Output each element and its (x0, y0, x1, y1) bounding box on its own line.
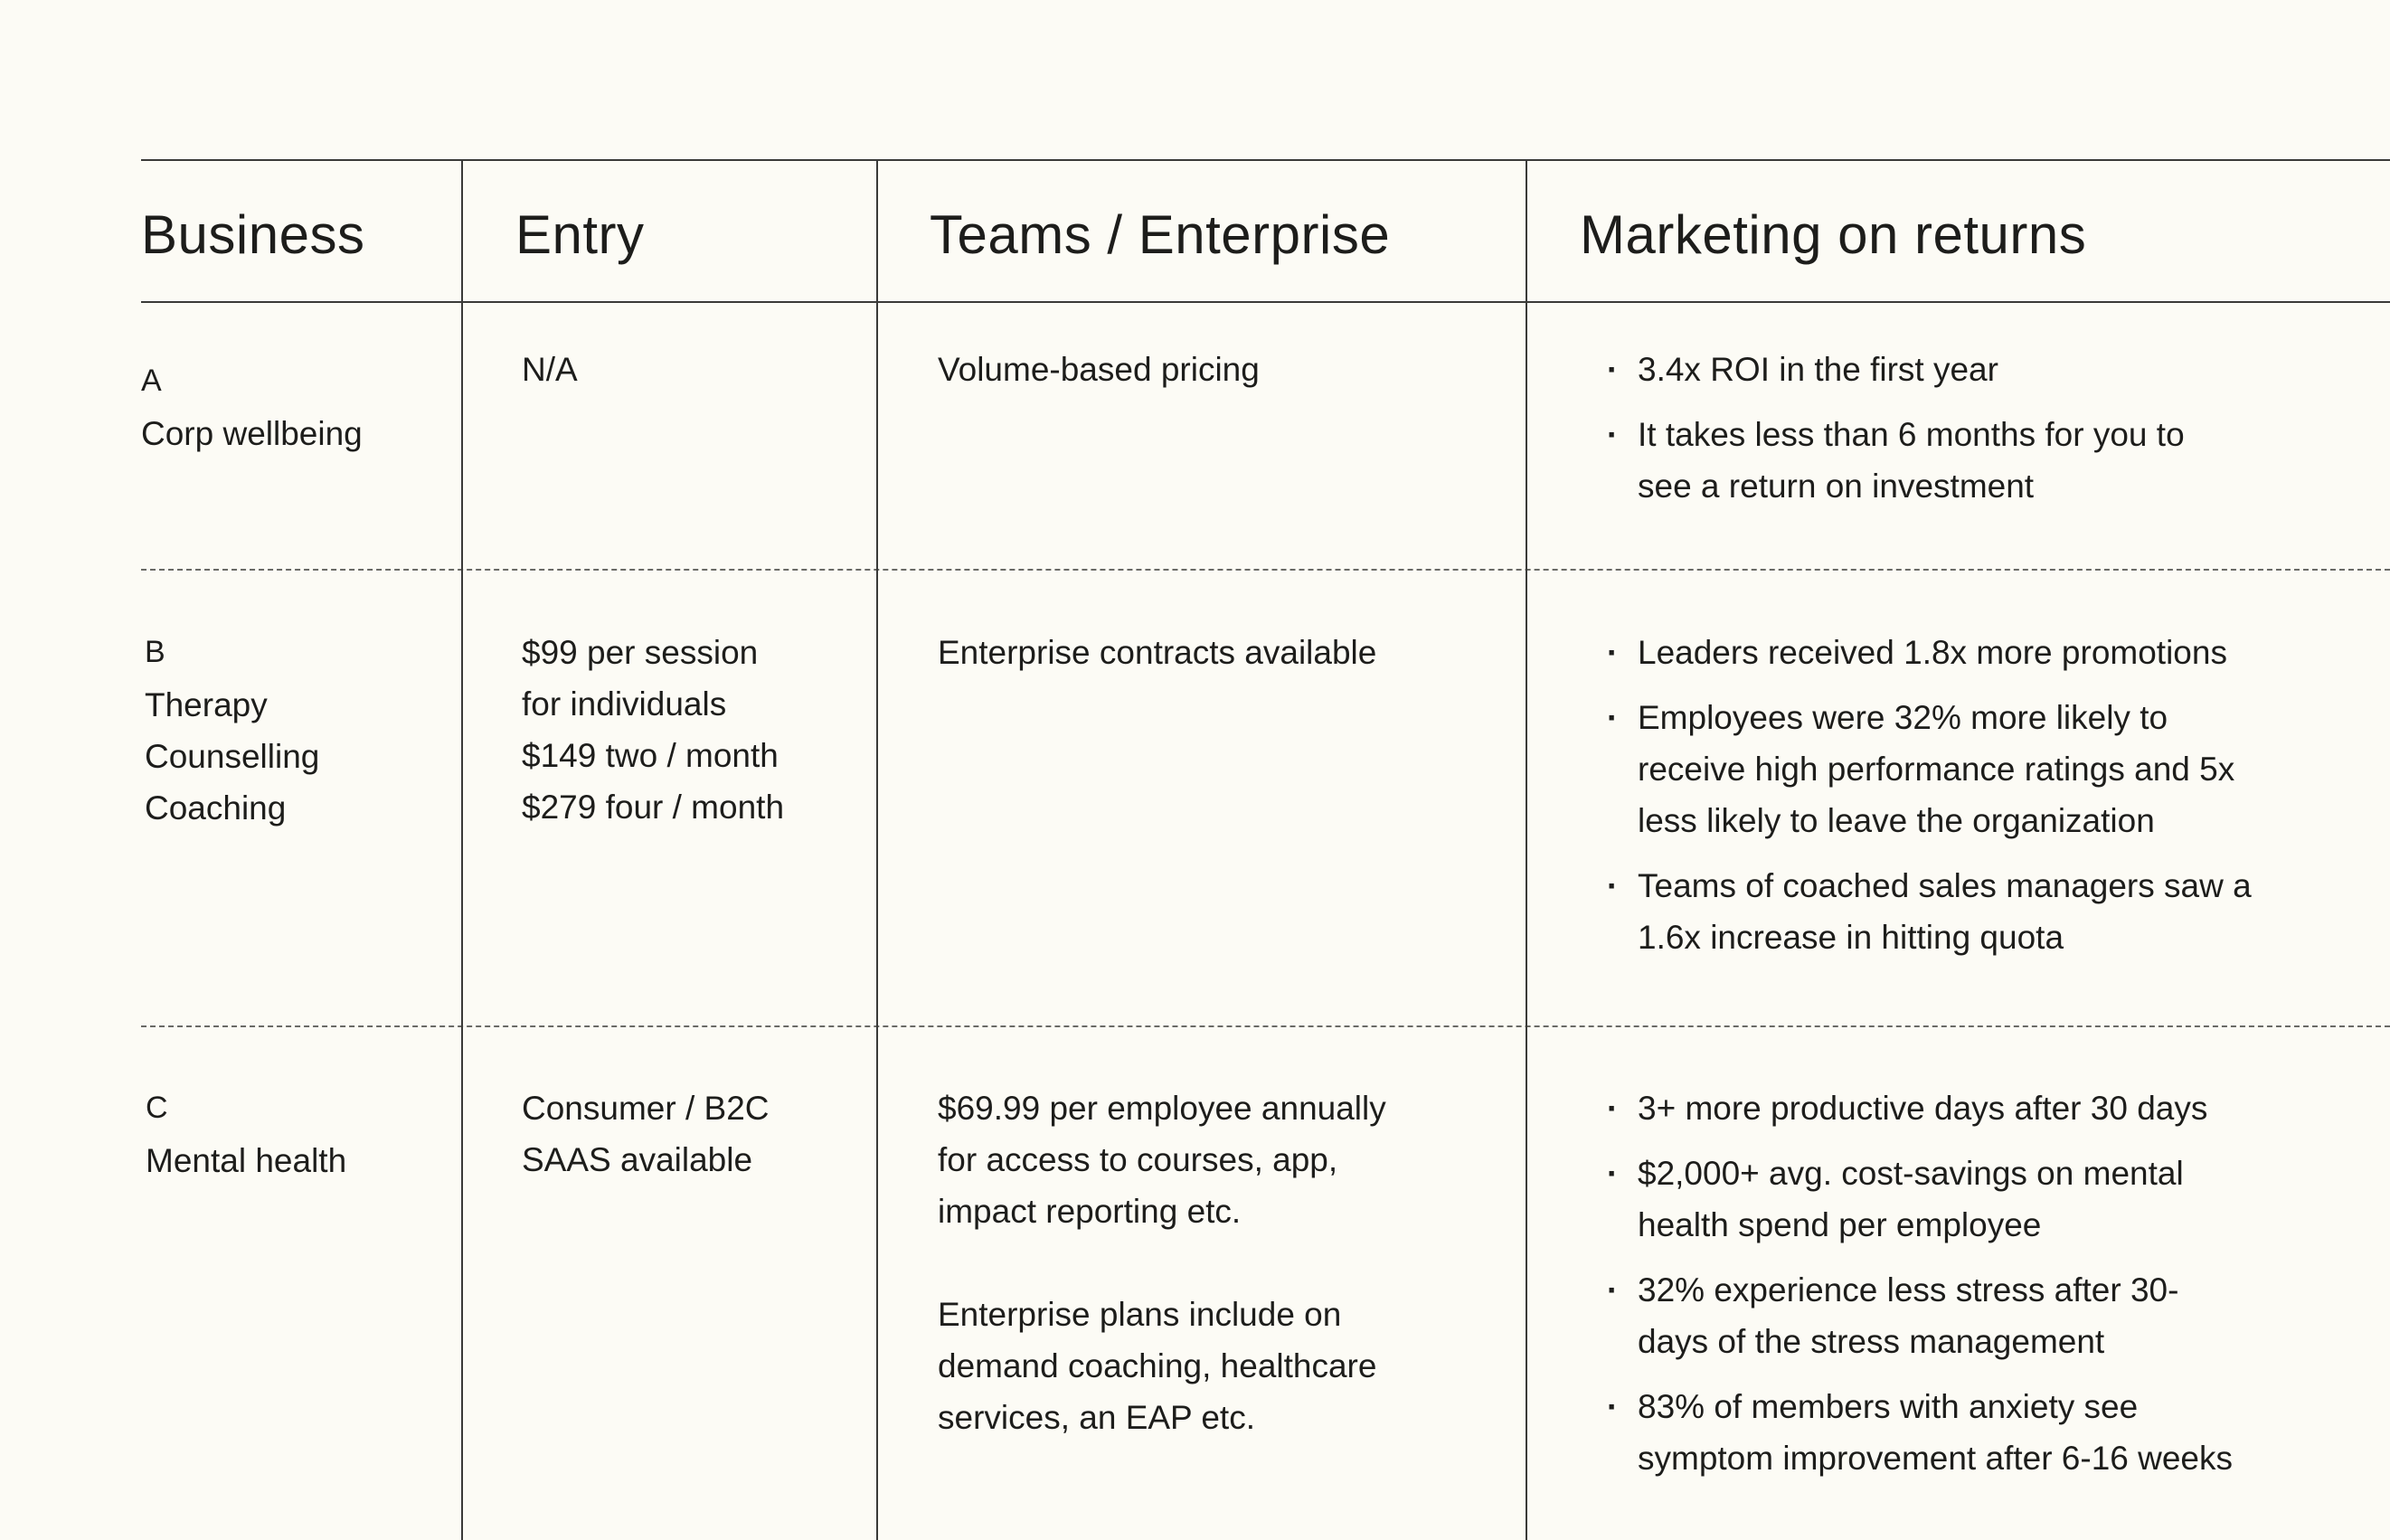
row-divider (141, 569, 2390, 571)
business-line: Mental health (146, 1142, 347, 1179)
business-line: Counselling (145, 738, 320, 775)
bullet-line: 1.6x increase in hitting quota (1638, 919, 2064, 956)
marketing-bullet (1607, 860, 2252, 963)
header-business: Business (141, 204, 365, 265)
bullet-line: health spend per employee (1638, 1206, 2042, 1243)
header-bottom-border (141, 301, 2390, 303)
row-letter: C (146, 1091, 168, 1125)
business-line: Therapy (145, 686, 268, 723)
bullet-line: less likely to leave the organization (1638, 802, 2155, 839)
marketing-bullet (1607, 344, 2185, 395)
entry-line: N/A (522, 351, 578, 388)
bullet-line: · Leaders received 1.8x more promotions (1638, 634, 2227, 671)
bullet-line: · Employees were 32% more likely to (1638, 699, 2168, 736)
entry-line: $149 two / month (522, 737, 779, 774)
business-line: Corp wellbeing (141, 415, 363, 452)
teams-line: $69.99 per employee annually (938, 1090, 1386, 1127)
table-top-border (141, 159, 2390, 161)
teams-line: demand coaching, healthcare (938, 1347, 1377, 1384)
teams-line: Enterprise plans include on (938, 1296, 1342, 1333)
entry-line: $279 four / month (522, 789, 785, 826)
column-divider (1526, 159, 1527, 1540)
row-letter: A (141, 364, 162, 398)
bullet-line: · 83% of members with anxiety see (1638, 1388, 2139, 1425)
row-c-entry (522, 1082, 770, 1186)
row-a-entry (522, 344, 578, 395)
entry-line: $99 per session (522, 634, 759, 671)
row-c-marketing (1607, 1082, 2233, 1497)
row-a-marketing (1607, 344, 2185, 525)
row-b-business (145, 625, 319, 834)
marketing-bullet (1607, 409, 2185, 512)
header-marketing-on-returns: Marketing on returns (1580, 204, 2087, 265)
marketing-bullet (1607, 1082, 2233, 1134)
column-divider (461, 159, 463, 1540)
entry-line: SAAS available (522, 1141, 753, 1178)
bullet-line: symptom improvement after 6-16 weeks (1638, 1440, 2234, 1477)
row-b-teams (938, 627, 1376, 678)
bullet-line: · 32% experience less stress after 30- (1638, 1271, 2179, 1309)
paragraph-gap (938, 1237, 1386, 1289)
bullet-line: · 3.4x ROI in the first year (1638, 351, 1998, 388)
row-c-teams (938, 1082, 1386, 1443)
bullet-line: · $2,000+ avg. cost-savings on mental (1638, 1155, 2184, 1192)
bullet-line: receive high performance ratings and 5x (1638, 751, 2235, 788)
bullet-line: see a return on investment (1638, 468, 2035, 505)
header-teams-enterprise: Teams / Enterprise (930, 204, 1391, 265)
entry-line: Consumer / B2C (522, 1090, 770, 1127)
marketing-bullet (1607, 1264, 2233, 1367)
row-c-business (146, 1081, 346, 1186)
marketing-bullet (1607, 627, 2252, 678)
header-entry: Entry (515, 204, 645, 265)
bullet-line: · 3+ more productive days after 30 days (1638, 1090, 2208, 1127)
row-letter: B (145, 635, 165, 669)
row-b-entry (522, 627, 784, 833)
teams-line: services, an EAP etc. (938, 1399, 1255, 1436)
bullet-line: days of the stress management (1638, 1323, 2105, 1360)
bullet-line: · It takes less than 6 months for you to (1638, 416, 2185, 453)
teams-line: for access to courses, app, (938, 1141, 1338, 1178)
marketing-bullet (1607, 1148, 2233, 1251)
row-a-teams (938, 344, 1260, 395)
teams-line: Enterprise contracts available (938, 634, 1377, 671)
bullet-line: · Teams of coached sales managers saw a (1638, 867, 2252, 904)
marketing-bullet (1607, 692, 2252, 846)
marketing-bullet (1607, 1381, 2233, 1484)
row-divider (141, 1025, 2390, 1027)
row-b-marketing (1607, 627, 2252, 977)
column-divider (876, 159, 878, 1540)
teams-line: Volume-based pricing (938, 351, 1260, 388)
teams-line: impact reporting etc. (938, 1193, 1242, 1230)
entry-line: for individuals (522, 685, 727, 723)
business-line: Coaching (145, 789, 287, 827)
row-a-business (141, 354, 363, 459)
